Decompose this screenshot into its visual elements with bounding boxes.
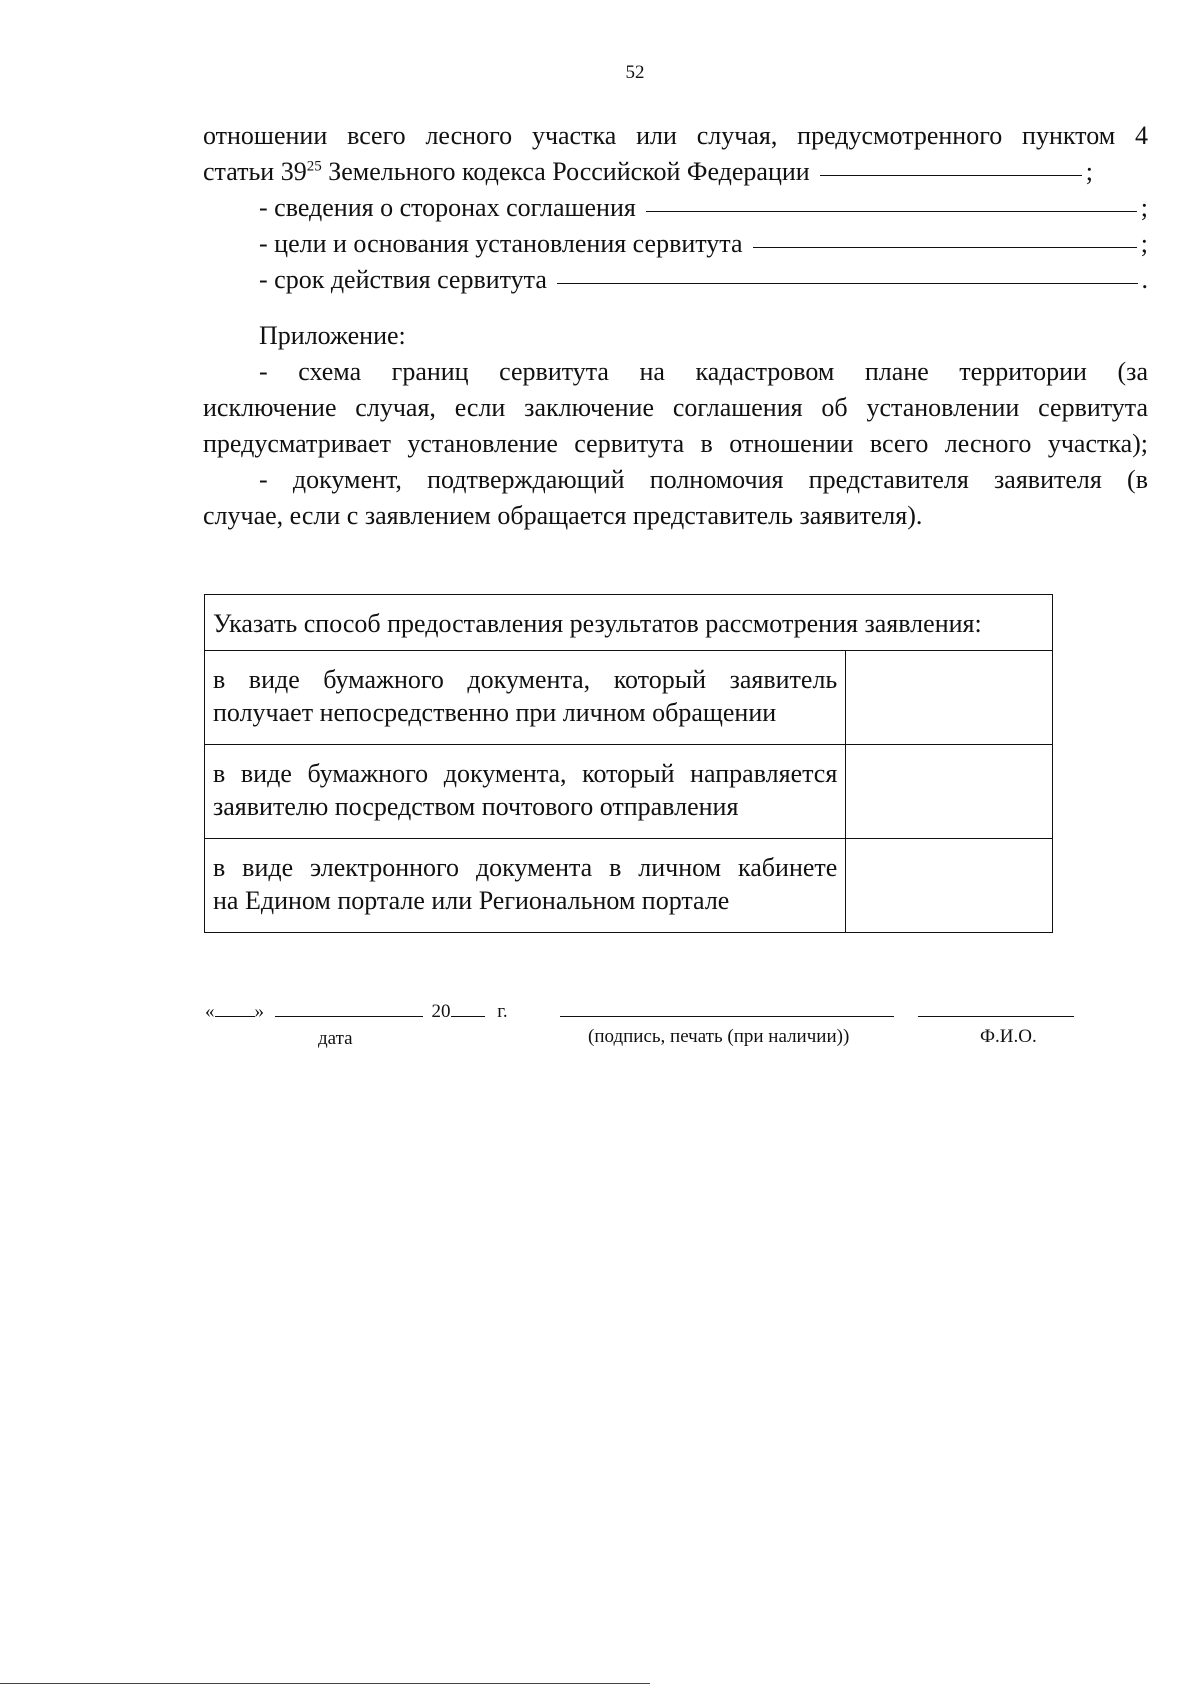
signature-blank[interactable]	[560, 1016, 894, 1017]
signature-label: (подпись, печать (при наличии))	[588, 1026, 850, 1047]
field-label: - срок действия сервитута	[259, 265, 547, 294]
field-term: - срок действия сервитута .	[203, 262, 1148, 298]
option-paper-by-mail: в виде бумажного документа, который направляется заявителю посредством почтового отправления	[205, 745, 846, 839]
name-blank[interactable]	[918, 1016, 1074, 1017]
date-field: « » 20 г.	[205, 998, 508, 1023]
option-checkbox-cell[interactable]	[846, 745, 1053, 839]
paragraph-line-1: отношении всего лесного участка или случая, предусмотренного пунктом 4	[203, 121, 1148, 150]
article-ref: статьи $39^{25}$ Земельного кодекса Российской Федерации	[203, 157, 810, 186]
fill-blank-line[interactable]	[646, 211, 1137, 212]
field-label: - сведения о сторонах соглашения	[259, 193, 636, 222]
option-electronic-portal: в виде электронного документа в личном кабинете на Едином портале или Региональном портале	[205, 839, 846, 933]
appendix-item-1-line-3: предусматривает установление сервитута в отношении всего лесного участка);	[203, 429, 1148, 458]
appendix-title: Приложение:	[259, 321, 406, 350]
appendix-item-2-line-2: случае, если с заявлением обращается представитель заявителя).	[203, 501, 923, 530]
option-paper-in-person: в виде бумажного документа, который заявитель получает непосредственно при личном обращении	[205, 651, 846, 745]
field-label: - цели и основания установления сервитута	[259, 229, 743, 258]
table-row	[205, 745, 1053, 839]
table-header: Указать способ предоставления результатов рассмотрения заявления:	[205, 595, 1053, 651]
option-checkbox-cell[interactable]	[846, 839, 1053, 933]
month-blank[interactable]	[275, 998, 423, 1017]
option-checkbox-cell[interactable]	[846, 651, 1053, 745]
field-purpose: - цели и основания установления сервитута ;	[203, 226, 1148, 262]
appendix-item-1-line-1: - схема границ сервитута на кадастровом плане территории (за	[259, 357, 1148, 386]
fill-blank-line[interactable]	[820, 175, 1082, 176]
day-blank[interactable]	[215, 998, 255, 1017]
fill-blank-line[interactable]	[753, 247, 1137, 248]
main-text	[203, 118, 1148, 534]
page-number: 52	[625, 62, 645, 83]
table-row	[205, 651, 1053, 745]
field-parties: - сведения о сторонах соглашения ;	[203, 190, 1148, 226]
appendix-item-2-line-1: - документ, подтверждающий полномочия представителя заявителя (в	[259, 465, 1148, 494]
year-blank[interactable]	[451, 998, 485, 1017]
paragraph-line-2: статьи $39^{25}$ Земельного кодекса Российской Федерации ;	[203, 154, 1148, 190]
table-row	[205, 839, 1053, 933]
appendix-item-1-line-2: исключение случая, если заключение соглашения об установлении сервитута	[203, 393, 1148, 422]
date-label: дата	[318, 1028, 353, 1049]
name-label: Ф.И.О.	[980, 1026, 1037, 1047]
fill-blank-line[interactable]	[557, 283, 1138, 284]
delivery-method-table	[204, 594, 1053, 933]
page-divider	[0, 1683, 650, 1684]
